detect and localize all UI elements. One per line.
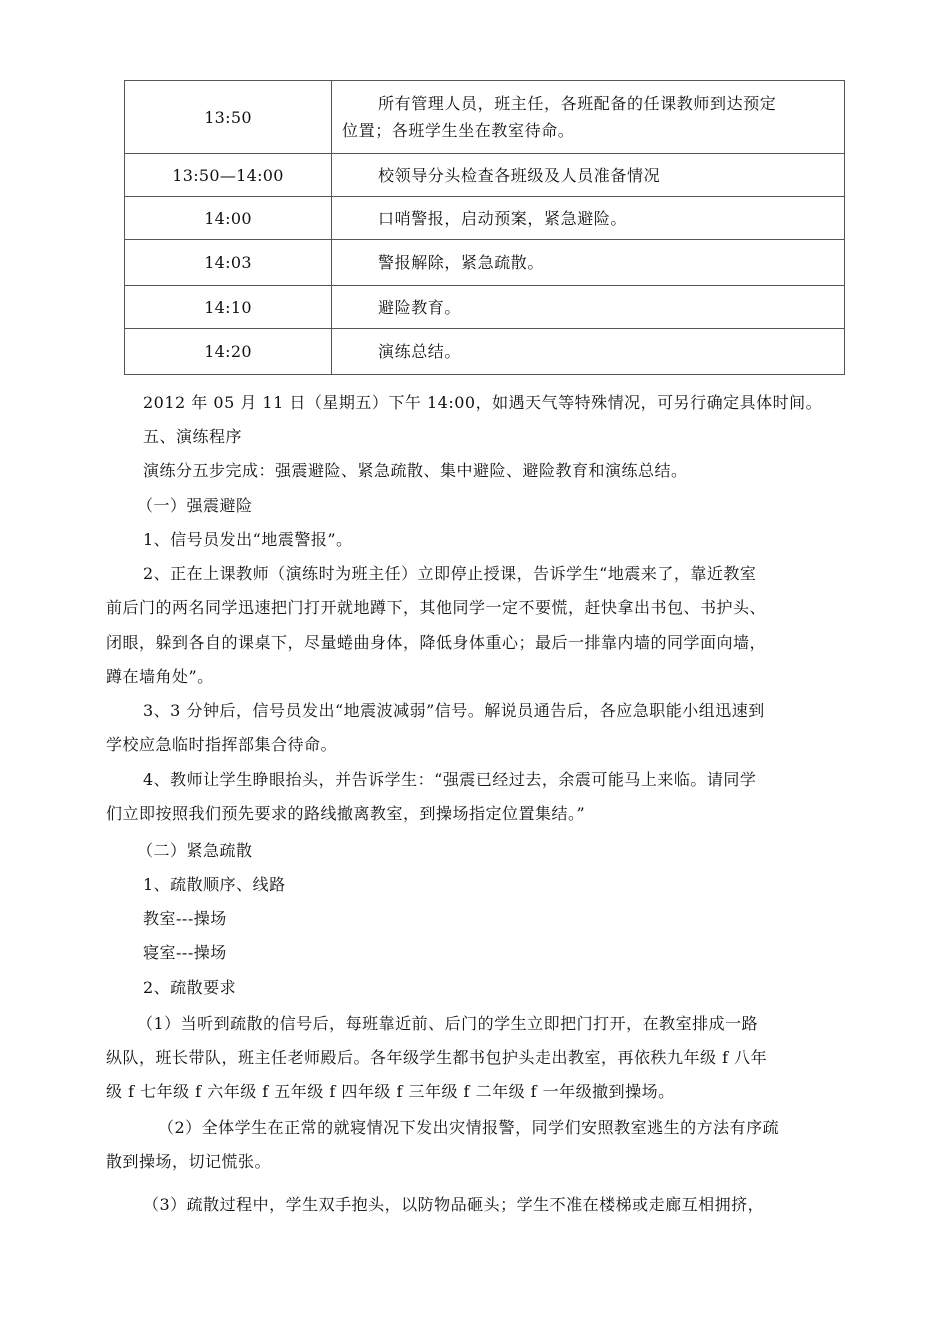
time-cell: 13:50—14:00 [125, 154, 332, 197]
time-cell: 14:03 [125, 240, 332, 286]
table-row [125, 81, 845, 154]
time-cell: 13:50 [125, 81, 332, 154]
table-row [125, 154, 845, 197]
description-line: 位置；各班学生坐在教室待命。 [342, 121, 575, 140]
table-row [125, 286, 845, 329]
table-row [125, 197, 845, 240]
paragraph-line: 前后门的两名同学迅速把门打开就地蹲下，其他同学一定不要慌，赶快拿出书包、书护头、 [106, 598, 767, 617]
paragraph-line: 级 f 七年级 f 六年级 f 五年级 f 四年级 f 三年级 f 二年级 f 一年级撤到操场。 [106, 1082, 675, 1101]
paragraph-line: 2、疏散要求 [143, 978, 237, 997]
subsection-heading: （二）紧急疏散 [137, 841, 253, 860]
subsection-heading: （一）强震避险 [137, 496, 253, 515]
paragraph-line: 1、信号员发出“地震警报”。 [143, 530, 353, 549]
paragraph-line: 2012 年 05 月 11 日（星期五）下午 14:00，如遇天气等特殊情况，可另行确定具体时间。 [143, 393, 823, 412]
description-line: 所有管理人员，班主任，各班配备的任课教师到达预定 [378, 94, 777, 113]
section-heading: 五、演练程序 [143, 427, 243, 446]
paragraph-line: 散到操场，切记慌张。 [106, 1152, 272, 1171]
paragraph-line: 教室---操场 [143, 909, 227, 928]
paragraph-line: 学校应急临时指挥部集合待命。 [106, 735, 338, 754]
description-cell: 口哨警报，启动预案，紧急避险。 [332, 197, 845, 240]
paragraph-line: 纵队，班长带队，班主任老师殿后。各年级学生都书包护头走出教室，再依秩九年级 f 八年 [106, 1048, 768, 1067]
paragraph-line: （2）全体学生在正常的就寝情况下发出灾情报警，同学们安照教室逃生的方法有序疏 [158, 1118, 780, 1137]
description-cell: 警报解除，紧急疏散。 [332, 240, 845, 286]
paragraph-line: 1、疏散顺序、线路 [143, 875, 286, 894]
paragraph-line: （1）当听到疏散的信号后，每班靠近前、后门的学生立即把门打开，在教室排成一路 [137, 1014, 759, 1033]
paragraph-line: 闭眼，躲到各自的课桌下，尽量蜷曲身体，降低身体重心；最后一排靠内墙的同学面向墙， [106, 633, 767, 652]
paragraph-line: 蹲在墙角处”。 [106, 667, 214, 686]
paragraph-line: 演练分五步完成：强震避险、紧急疏散、集中避险、避险教育和演练总结。 [143, 461, 688, 480]
time-cell: 14:20 [125, 329, 332, 375]
time-cell: 14:10 [125, 286, 332, 329]
paragraph-line: 2、正在上课教师（演练时为班主任）立即停止授课，告诉学生“地震来了，靠近教室 [143, 564, 757, 583]
description-cell: 避险教育。 [332, 286, 845, 329]
description-cell: 演练总结。 [332, 329, 845, 375]
time-cell: 14:00 [125, 197, 332, 240]
description-cell: 校领导分头检查各班级及人员准备情况 [332, 154, 845, 197]
schedule-table [124, 80, 845, 375]
paragraph-line: 4、教师让学生睁眼抬头，并告诉学生：“强震已经过去，余震可能马上来临。请同学 [143, 770, 757, 789]
paragraph-line: 们立即按照我们预先要求的路线撤离教室，到操场指定位置集结。” [106, 804, 586, 823]
table-row [125, 329, 845, 375]
paragraph-line: 寝室---操场 [143, 943, 227, 962]
table-row [125, 240, 845, 286]
description-cell [332, 81, 845, 154]
paragraph-line: 3、3 分钟后，信号员发出“地震波减弱”信号。解说员通告后，各应急职能小组迅速到 [143, 701, 765, 720]
paragraph-line: （3）疏散过程中，学生双手抱头，以防物品砸头；学生不准在楼梯或走廊互相拥挤， [143, 1195, 765, 1214]
